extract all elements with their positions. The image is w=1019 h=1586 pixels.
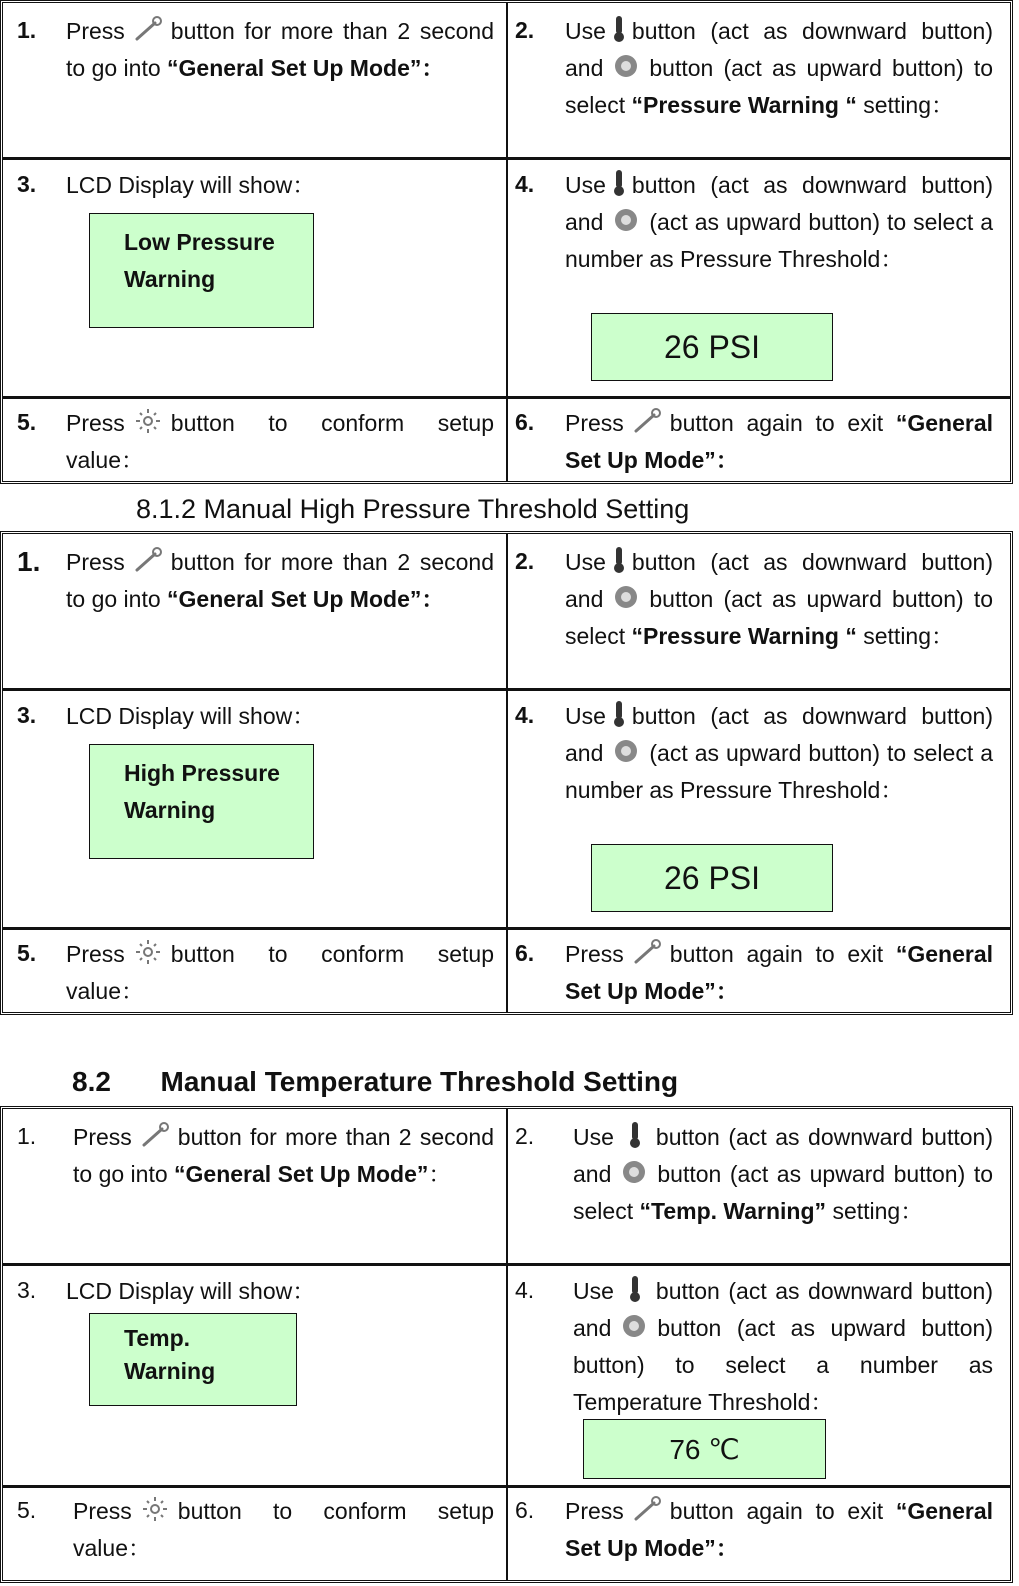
lcd-display [89, 744, 314, 859]
tire-icon [609, 583, 643, 611]
tire-icon [609, 737, 643, 765]
section-heading: 8.1.2 Manual High Pressure Threshold Setting [136, 494, 690, 524]
step-number: 4. [515, 702, 535, 728]
wrench-icon [630, 938, 664, 966]
table-low-pressure [0, 0, 1013, 484]
step-6-text: Press button again to exit “General Set Up Mode”： [565, 936, 993, 1010]
step-number: 4. [515, 171, 535, 197]
thermometer-icon [610, 169, 628, 197]
wrench-icon [131, 15, 165, 43]
wrench-icon [630, 1495, 664, 1523]
lcd-display [89, 213, 314, 328]
thermometer-icon [610, 700, 628, 728]
step-5-text: Press button to conform setup value： [66, 405, 494, 479]
step-number: 6. [515, 409, 535, 435]
step-number: 5. [17, 940, 37, 966]
step-3-text: LCD Display will show： [66, 703, 316, 729]
step-5-text: Press button to conform setup value： [73, 1493, 494, 1567]
light-icon [131, 407, 165, 435]
light-icon [131, 938, 165, 966]
step-number: 1. [17, 1123, 37, 1149]
step-4-text: Use button (act as downward button) and (act as upward button) to select a number as Pressure Threshold： [565, 167, 993, 278]
section-heading-8-2 [72, 1066, 678, 1098]
lcd-text: Low Pressure Warning [124, 229, 275, 292]
step-number: 2. [515, 1123, 535, 1149]
step-number: 3. [17, 171, 37, 197]
lcd-value [591, 844, 833, 912]
tire-icon [609, 52, 643, 80]
step-number: 4. [515, 1277, 535, 1303]
tire-icon [617, 1312, 651, 1340]
step-6-text: Press button again to exit “General Set Up Mode”： [565, 405, 993, 479]
tire-icon [609, 206, 643, 234]
wrench-icon [630, 407, 664, 435]
step-number: 5. [17, 1497, 37, 1523]
tire-icon [617, 1158, 651, 1186]
step-4-text: Use button (act as downward button) and button (act as upward button) button) to select a number as Temperature Threshold： [573, 1273, 993, 1421]
step-number: 1. [17, 546, 41, 577]
step-number: 2. [515, 17, 535, 43]
step-2-text: Use button (act as downward button) and button (act as upward button) to select “Pressure Warning “ setting： [565, 544, 993, 655]
table-temperature [0, 1106, 1013, 1583]
step-2-text: Use button (act as downward button) and button (act as upward button) to select “Pressure Warning “ setting： [565, 13, 993, 124]
thermometer-icon [626, 1121, 644, 1149]
wrench-icon [131, 546, 165, 574]
step-6-text: Press button again to exit “General Set Up Mode”： [565, 1493, 993, 1567]
table-high-pressure [0, 531, 1013, 1015]
step-number: 5. [17, 409, 37, 435]
wrench-icon [138, 1121, 172, 1149]
step-number: 2. [515, 548, 535, 574]
step-3-text: LCD Display will show： [66, 1278, 316, 1304]
step-1-text: Press button for more than 2 second to go into “General Set Up Mode”： [73, 1119, 494, 1193]
thermometer-icon [626, 1275, 644, 1303]
pressure-value: 26 PSI [663, 859, 761, 896]
light-icon [138, 1495, 172, 1523]
lcd-text: High Pressure Warning [124, 760, 280, 823]
section-number: 8.2 [72, 1066, 111, 1097]
lcd-text: Temp. Warning [124, 1325, 216, 1384]
step-number: 1. [17, 17, 37, 43]
thermometer-icon [610, 15, 628, 43]
step-number: 6. [515, 1497, 535, 1523]
step-number: 3. [17, 1277, 37, 1303]
step-number: 6. [515, 940, 535, 966]
step-3-text: LCD Display will show： [66, 172, 316, 198]
lcd-value [583, 1419, 826, 1479]
temperature-value: 76 ℃ [669, 1433, 740, 1465]
pressure-value: 26 PSI [663, 328, 761, 365]
step-4-text: Use button (act as downward button) and (act as upward button) to select a number as Pressure Threshold： [565, 698, 993, 809]
step-1-text: Press button for more than 2 second to go into “General Set Up Mode”： [66, 13, 494, 87]
section-title: Manual Temperature Threshold Setting [160, 1066, 679, 1097]
lcd-value [591, 313, 833, 381]
step-1-text: Press button for more than 2 second to go into “General Set Up Mode”： [66, 544, 494, 618]
step-2-text: Use button (act as downward button) and button (act as upward button) to select “Temp. Warning” setting： [573, 1119, 993, 1230]
step-number: 3. [17, 702, 37, 728]
step-5-text: Press button to conform setup value： [66, 936, 494, 1010]
lcd-display [89, 1313, 297, 1406]
thermometer-icon [610, 546, 628, 574]
